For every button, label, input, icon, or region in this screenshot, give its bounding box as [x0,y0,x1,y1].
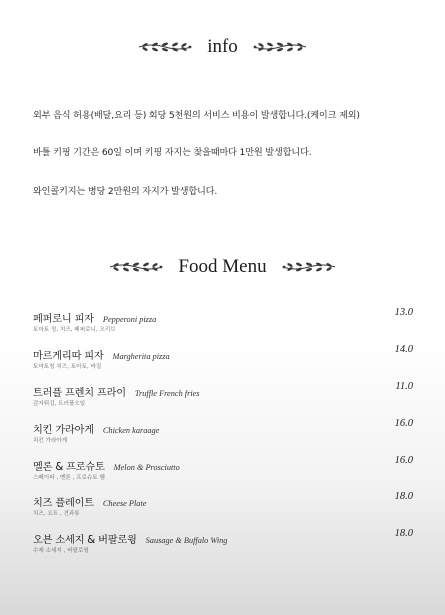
menu-item-name-en: Melon & Prosciutto [113,463,180,472]
menu-item-name-kr: 치즈 플레이트 [33,498,94,509]
menu-item-name-en: Truffle French fries [134,389,200,398]
menu-item-name-kr: 트러플 프렌치 프라이 [33,388,126,399]
menu-item-price: 13.0 [394,307,413,318]
menu-item-price: 16.0 [394,418,413,429]
menu-item-cheese-plate [33,491,413,525]
menu-item-name-en: Margherita pizza [112,352,170,361]
menu-item-description: 감자튀김, 트러플오일 [33,401,86,407]
menu-item-description: 토마토칭 치즈, 토마토, 바질 [33,364,102,370]
menu-item-name-en: Pepperoni pizza [102,315,157,324]
menu-item-sausage-buffalo-wing [33,528,413,562]
menu-item-description: 치킨 가라아게 [33,438,68,444]
info-heading [0,34,445,60]
menu-item-name-en: Sausage & Buffalo Wing [145,536,228,545]
menu-item-name-kr: 멜론 & 프로슈토 [33,462,105,473]
info-line-outside-food: 외부 음식 허용(배달,요리 등) 회당 5천원의 서비스 비용이 발생합니다.(케이크 제외) [33,110,360,121]
floral-vine-ornament-icon [252,40,308,54]
menu-item-description: 토마토 칭, 치즈, 페퍼로니, 오리브 [33,327,116,333]
floral-vine-ornament-icon [108,260,164,274]
menu-item-melon-prosciutto [33,455,413,489]
menu-item-price: 18.0 [394,528,413,539]
food-menu-title: Food Menu [178,256,267,277]
menu-item-price: 18.0 [394,491,413,502]
menu-item-name-en: Cheese Plate [102,499,147,508]
menu-item-chicken-karaage [33,418,413,452]
menu-item-description: 수제 소세지 , 버팔로윙 [33,548,89,554]
menu-item-truffle-fries [33,381,413,415]
menu-item-price: 11.0 [395,381,413,392]
food-menu-heading [0,254,445,280]
floral-vine-ornament-icon [137,40,193,54]
menu-item-margherita-pizza [33,344,413,378]
info-line-bottle-keeping: 바틀 키핑 기간은 60일 이며 키핑 자지는 찾을때마다 1만원 발생합니다. [33,147,312,158]
menu-item-description: 치즈, 요트 , 견과류 [33,511,80,517]
floral-vine-ornament-icon [281,260,337,274]
menu-item-name-kr: 오븐 소세지 & 버팔로윙 [33,535,137,546]
menu-item-price: 16.0 [394,455,413,466]
info-line-wine-corkage: 와인콜키지는 병당 2만원의 자지가 발생합니다. [33,186,218,197]
menu-item-name-en: Chicken karaage [102,426,160,435]
menu-item-description: 스페이파 , 멘론 , 프로슈토 햄 [33,475,105,481]
info-title: info [207,36,238,57]
menu-item-name-kr: 페퍼로니 피자 [33,314,94,325]
menu-item-name-kr: 치킨 가라아게 [33,425,94,436]
menu-item-name-kr: 마르게리따 피자 [33,351,104,362]
menu-item-price: 14.0 [394,344,413,355]
menu-item-pepperoni-pizza [33,307,413,341]
